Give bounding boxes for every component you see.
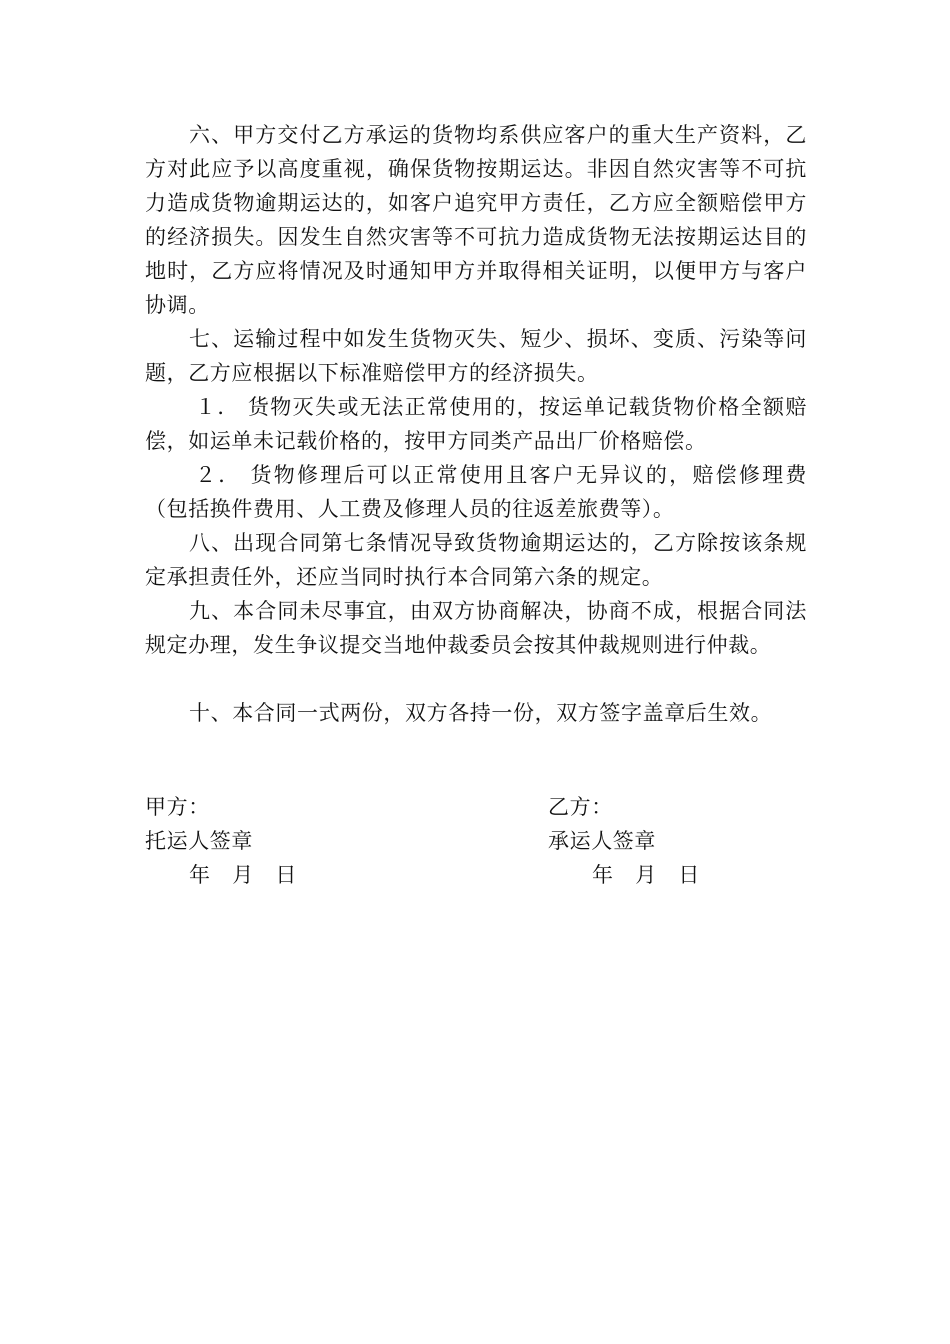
party-a-label: 甲方： [145,795,210,819]
party-b-label: 乙方： [548,795,613,819]
clause-8: 八、出现合同第七条情况导致货物逾期运达的，乙方除按该条规定承担责任外，还应当同时执行本合同第六条的规定。 [145,531,807,589]
party-a-date: 年 月 日 [189,863,297,887]
clause-7-item-2: ２． 货物修理后可以正常使用且客户无异议的，赔偿修理费（包括换件费用、人工费及修理人员的往返差旅费等）。 [145,463,807,521]
party-b-date: 年 月 日 [592,863,700,887]
clause-7-item-1: １． 货物灭失或无法正常使用的，按运单记载货物价格全额赔偿，如运单未记载价格的，按甲方同类产品出厂价格赔偿。 [145,395,807,453]
clause-10: 十、本合同一式两份，双方各持一份，双方签字盖章后生效。 [189,701,773,725]
party-a-role: 托运人签章 [145,829,253,853]
party-a-signature-block [145,790,445,892]
clause-6: 六、甲方交付乙方承运的货物均系供应客户的重大生产资料，乙方对此应予以高度重视，确保货物按期运达。非因自然灾害等不可抗力造成货物逾期运达的，如客户追究甲方责任，乙方应全额赔偿甲方的经济损失。因发生自然灾害等不可抗力造成货物无法按期运达目的地时，乙方应将情况及时通知甲方并取得相关证明，以便甲方与客户协调。 [145,123,807,317]
contract-body [145,118,807,730]
party-b-signature-block [548,790,848,892]
clause-9: 九、本合同未尽事宜，由双方协商解决，协商不成，根据合同法规定办理，发生争议提交当地仲裁委员会按其仲裁规则进行仲裁。 [145,599,807,657]
party-b-role: 承运人签章 [548,829,656,853]
clause-7: 七、运输过程中如发生货物灭失、短少、损坏、变质、污染等问题，乙方应根据以下标准赔偿甲方的经济损失。 [145,327,807,385]
